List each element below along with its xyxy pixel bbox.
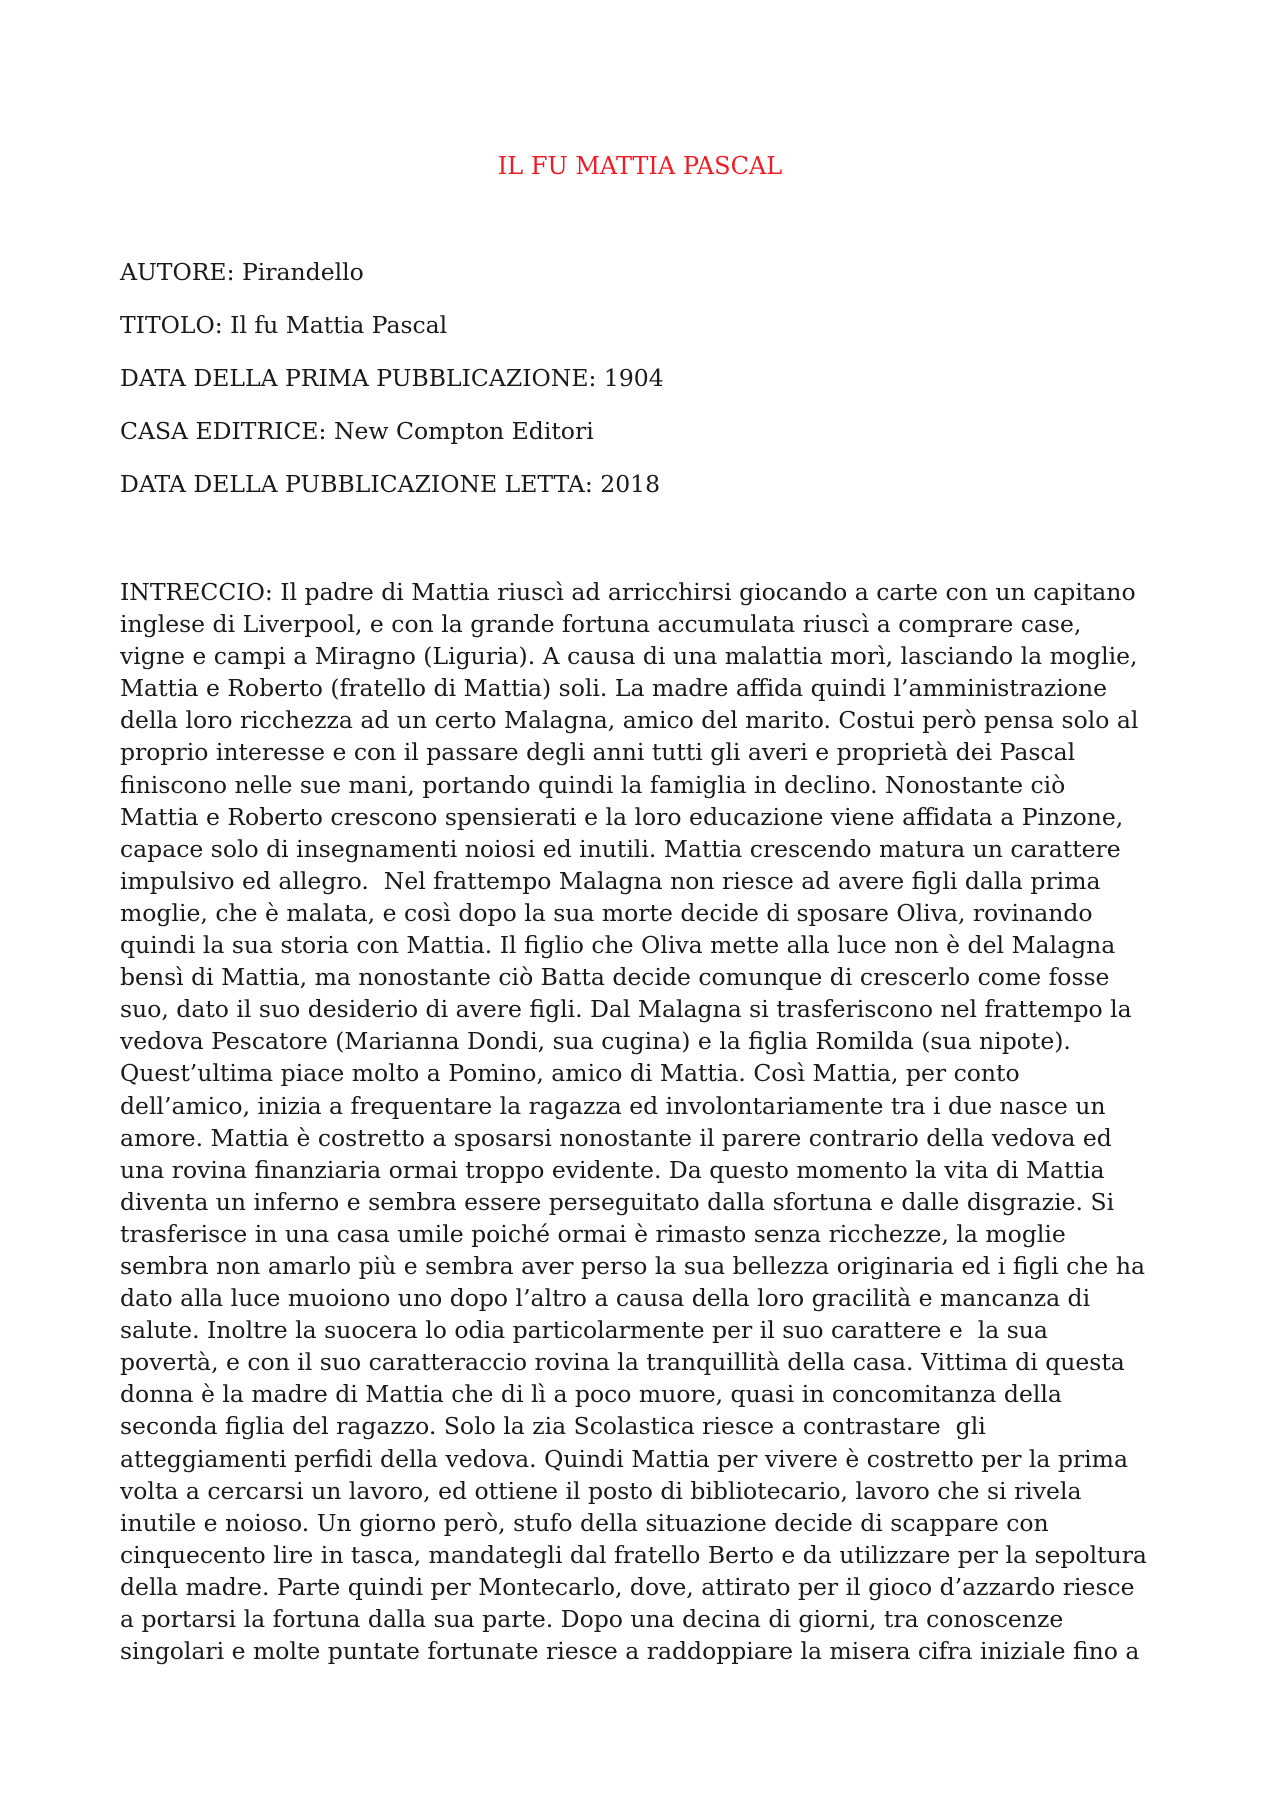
book-metadata-list — [120, 256, 1170, 521]
paragraph-line: dato alla luce muoiono uno dopo l’altro a causa della loro gracilità e mancanza di — [120, 1284, 1091, 1313]
paragraph-line: sembra non amarlo più e sembra aver perso la sua bellezza originaria ed i figli che ha — [120, 1251, 1145, 1280]
paragraph-line: vigne e campi a Miragno (Liguria). A causa di una malattia morì, lasciando la moglie, — [120, 642, 1138, 671]
paragraph-line: capace solo di insegnamenti noiosi ed inutili. Mattia crescendo matura un carattere — [120, 834, 1121, 863]
paragraph-line: donna è la madre di Mattia che di lì a poco muore, quasi in concomitanza della — [120, 1380, 1062, 1409]
paragraph-line: povertà, e con il suo caratteraccio rovina la tranquillità della casa. Vittima di questa — [120, 1348, 1125, 1377]
paragraph-line: volta a cercarsi un lavoro, ed ottiene il posto di bibliotecario, lavoro che si rivela — [120, 1476, 1082, 1505]
meta-read-edition-date: DATA DELLA PUBBLICAZIONE LETTA: 2018 — [120, 470, 661, 498]
paragraph-line: impulsivo ed allegro. Nel frattempo Malagna non riesce ad avere figli dalla prima — [120, 866, 1101, 895]
paragraph-line: trasferisce in una casa umile poiché ormai è rimasto senza ricchezze, la moglie — [120, 1219, 1066, 1248]
paragraph-line: dell’amico, inizia a frequentare la ragazza ed involontariamente tra i due nasce un — [120, 1091, 1106, 1120]
paragraph-line: Mattia e Roberto (fratello di Mattia) soli. La madre affida quindi l’amministrazione — [120, 674, 1108, 703]
meta-author: AUTORE: Pirandello — [120, 258, 364, 286]
paragraph-line: amore. Mattia è costretto a sposarsi nonostante il parere contrario della vedova ed — [120, 1123, 1112, 1152]
intreccio-paragraph — [120, 576, 1180, 1667]
paragraph-line: inutile e noioso. Un giorno però, stufo della situazione decide di scappare con — [120, 1508, 1049, 1537]
paragraph-line: finiscono nelle sue mani, portando quindi la famiglia in declino. Nonostante ciò — [120, 770, 1066, 799]
paragraph-line: salute. Inoltre la suocera lo odia particolarmente per il suo carattere e la sua — [120, 1316, 1048, 1345]
paragraph-line: cinquecento lire in tasca, mandategli dal fratello Berto e da utilizzare per la sepoltura — [120, 1540, 1147, 1569]
document-title: IL FU MATTIA PASCAL — [497, 152, 783, 180]
paragraph-line: diventa un inferno e sembra essere perseguitato dalla sfortuna e dalle disgrazie. Si — [120, 1187, 1115, 1216]
paragraph-line: suo, dato il suo desiderio di avere figli. Dal Malagna si trasferiscono nel frattempo la — [120, 995, 1132, 1024]
paragraph-line: inglese di Liverpool, e con la grande fortuna accumulata riuscì a comprare case, — [120, 610, 1082, 639]
paragraph-line: una rovina finanziaria ormai troppo evidente. Da questo momento la vita di Mattia — [120, 1155, 1105, 1184]
paragraph-line: INTRECCIO: Il padre di Mattia riuscì ad arricchirsi giocando a carte con un capitano — [120, 578, 1136, 606]
paragraph-line: singolari e molte puntate fortunate riesce a raddoppiare la misera cifra iniziale fino a — [120, 1637, 1140, 1666]
paragraph-line: vedova Pescatore (Marianna Dondi, sua cugina) e la figlia Romilda (sua nipote). — [120, 1027, 1071, 1056]
paragraph-line: bensì di Mattia, ma nonostante ciò Batta decide comunque di crescerlo come fosse — [120, 963, 1110, 992]
paragraph-line: a portarsi la fortuna dalla sua parte. Dopo una decina di giorni, tra conoscenze — [120, 1605, 1064, 1633]
paragraph-line: della loro ricchezza ad un certo Malagna, amico del marito. Costui però pensa solo al — [120, 706, 1139, 735]
meta-publisher: CASA EDITRICE: New Compton Editori — [120, 417, 594, 445]
paragraph-line: seconda figlia del ragazzo. Solo la zia Scolastica riesce a contrastare gli — [120, 1412, 986, 1441]
paragraph-line: della madre. Parte quindi per Montecarlo, dove, attirato per il gioco d’azzardo riesce — [120, 1572, 1135, 1601]
paragraph-line: quindi la sua storia con Mattia. Il figlio che Oliva mette alla luce non è del Malagna — [120, 931, 1116, 960]
meta-title: TITOLO: Il fu Mattia Pascal — [120, 311, 448, 339]
paragraph-line: proprio interesse e con il passare degli anni tutti gli averi e proprietà dei Pascal — [120, 738, 1076, 767]
paragraph-line: Mattia e Roberto crescono spensierati e la loro educazione viene affidata a Pinzone, — [120, 802, 1124, 831]
paragraph-line: Quest’ultima piace molto a Pomino, amico di Mattia. Così Mattia, per conto — [120, 1059, 1020, 1088]
paragraph-line: atteggiamenti perfidi della vedova. Quindi Mattia per vivere è costretto per la prima — [120, 1444, 1128, 1473]
meta-first-publication-date: DATA DELLA PRIMA PUBBLICAZIONE: 1904 — [120, 364, 664, 392]
paragraph-line: moglie, che è malata, e così dopo la sua morte decide di sposare Oliva, rovinando — [120, 898, 1093, 927]
